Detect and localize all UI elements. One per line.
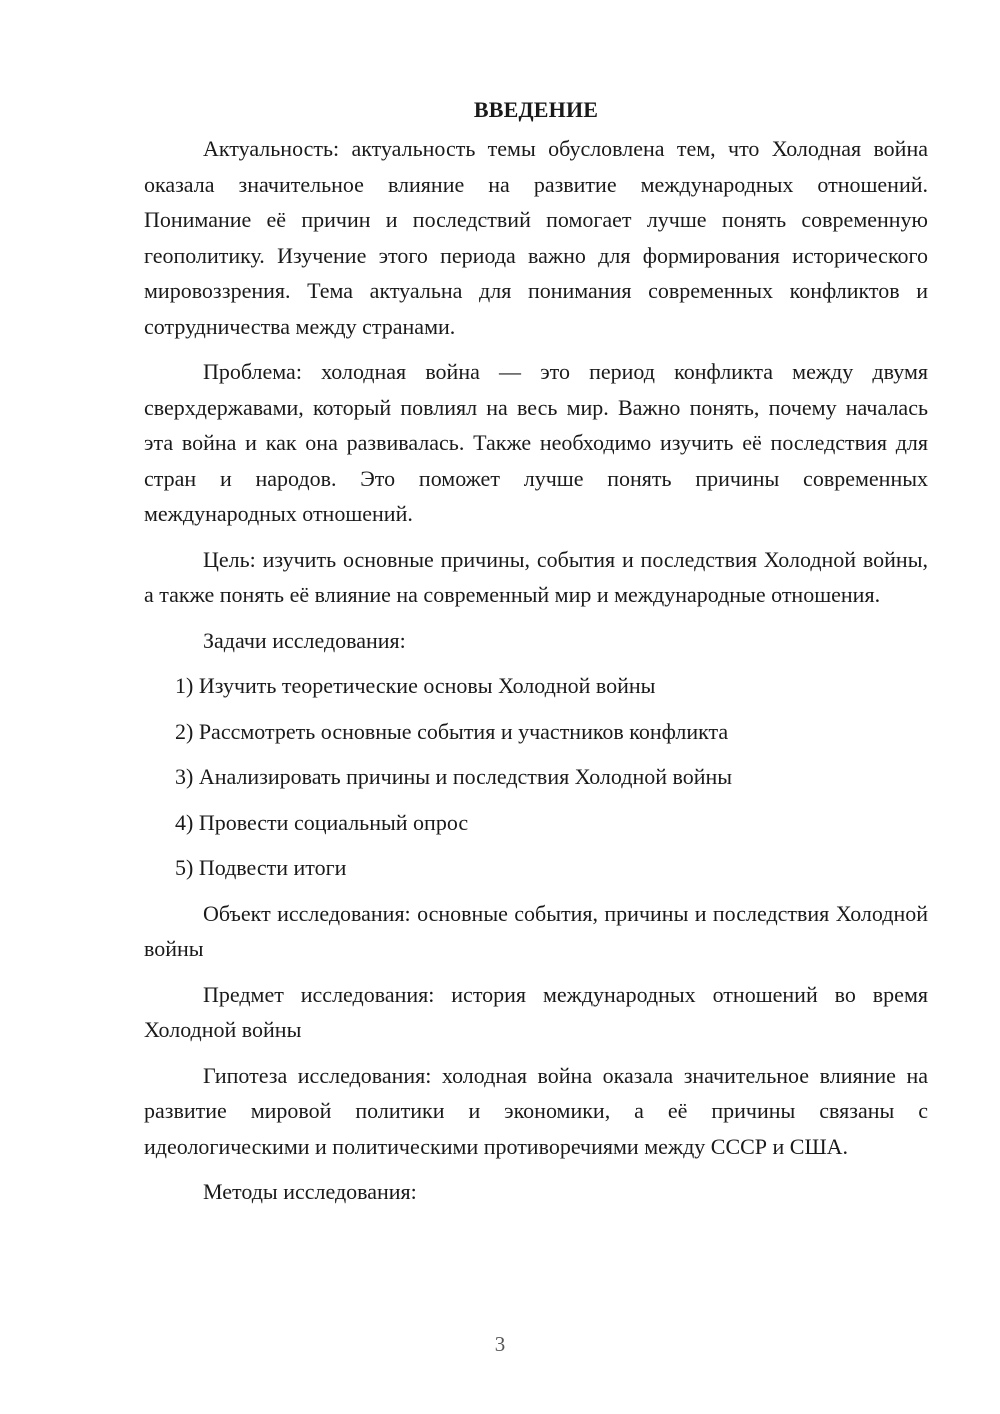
task-item: 2) Рассмотреть основные события и участников конфликта bbox=[175, 718, 729, 744]
relevance-paragraph: Актуальность: актуальность темы обусловлена тем, что Холодная война оказала значительное влияние на развитие международных отношений. Понимание её причин и последствий помогает лучше понять современную геополитику. Изучение этого периода важно для формирования исторического мировоззрения. Тема актуальна для понимания современных конфликтов и сотрудничества между странами. bbox=[144, 136, 928, 339]
task-item: 1) Изучить теоретические основы Холодной войны bbox=[175, 673, 656, 698]
problem-paragraph: Проблема: холодная война — это период конфликта между двумя сверхдержавами, который повлиял на весь мир. Важно понять, почему началась эта война и как она развивалась. Также необходимо изучить её последствия для стран и народов. Это поможет лучше понять причины современных международных отношений. bbox=[144, 359, 928, 526]
methods-heading: Методы исследования: bbox=[203, 1179, 417, 1204]
hypothesis-paragraph: Гипотеза исследования: холодная война оказала значительное влияние на развитие мировой политики и экономики, а её причины связаны с идеологическими и политическими противоречиями между СССР и США. bbox=[144, 1062, 928, 1159]
tasks-list bbox=[144, 668, 928, 886]
document-page bbox=[144, 92, 928, 1220]
task-item: 3) Анализировать причины и последствия Холодной войны bbox=[175, 764, 733, 789]
document-title: ВВЕДЕНИЕ bbox=[473, 97, 599, 122]
subject-paragraph: Предмет исследования: история международных отношений во время Холодной войны bbox=[144, 981, 928, 1042]
task-item: 5) Подвести итоги bbox=[175, 855, 347, 880]
object-paragraph: Объект исследования: основные события, причины и последствия Холодной войны bbox=[144, 900, 928, 961]
goal-paragraph: Цель: изучить основные причины, события и последствия Холодной войны, а также понять её влияние на современный мир и международные отношения. bbox=[144, 546, 928, 607]
page-number: 3 bbox=[494, 1332, 506, 1356]
tasks-heading: Задачи исследования: bbox=[203, 627, 406, 653]
task-item: 4) Провести социальный опрос bbox=[175, 809, 469, 835]
